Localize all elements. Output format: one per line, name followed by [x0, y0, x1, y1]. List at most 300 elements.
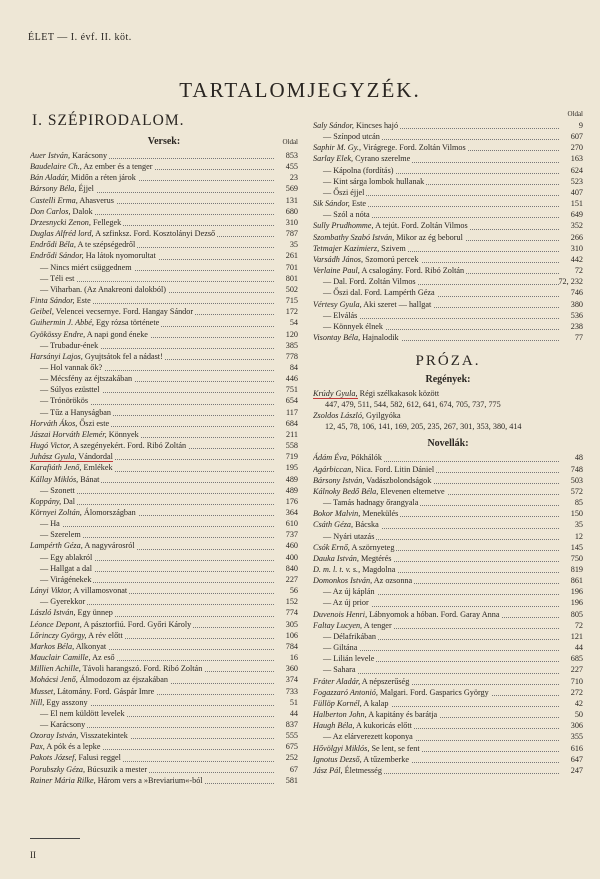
- entry-author: Baudelaire Ch.,: [30, 162, 82, 172]
- entry-title: Életmesség: [342, 765, 382, 775]
- entry-author: Musset,: [30, 686, 56, 696]
- entry-text: [313, 654, 376, 663]
- entry-text: [30, 207, 95, 216]
- entry-title: — Virágénekek: [40, 574, 92, 584]
- toc-entry: [30, 596, 298, 607]
- entry-page: 84: [289, 362, 298, 372]
- toc-entry: [313, 519, 583, 530]
- entry-author: Füllöp Kornél,: [313, 698, 362, 708]
- entry-title: Malgari. Ford. Gasparics György: [377, 687, 489, 697]
- entry-title: — Tamás hadnagy őrangyala: [323, 498, 419, 508]
- toc-entry: [313, 142, 583, 153]
- entry-title: Egy rózsa története: [93, 318, 160, 328]
- toc-entry: [30, 373, 298, 384]
- entry-title: Régi szélkakasok között: [357, 389, 440, 399]
- entry-text: [313, 766, 384, 775]
- entry-text: [313, 143, 468, 152]
- entry-text: [30, 776, 205, 785]
- oldal-label: Oldal: [282, 138, 298, 146]
- entry-text: [313, 565, 397, 574]
- entry-text: [313, 121, 400, 130]
- entry-title: Az ember és a tenger: [81, 162, 153, 172]
- entry-page: 272: [570, 687, 583, 697]
- toc-entry: [313, 497, 583, 508]
- entry-page: 364: [285, 508, 298, 517]
- entry-author: Porubszky Géza,: [30, 764, 86, 774]
- entry-page: 385: [285, 340, 298, 350]
- entry-page: 675: [285, 742, 298, 752]
- entry-text: [30, 586, 129, 595]
- toc-entry: [30, 440, 298, 451]
- list-item: [313, 388, 583, 399]
- entry-page: 647: [570, 754, 583, 764]
- entry-text: [313, 543, 396, 552]
- entry-text: [30, 698, 90, 707]
- toc-entry: [30, 552, 298, 563]
- toc-entry: [30, 686, 298, 697]
- entry-page: 360: [285, 664, 298, 674]
- entry-page: 150: [570, 509, 583, 519]
- entry-text: [30, 173, 138, 182]
- entry-author: Duvenois Henri,: [313, 609, 368, 619]
- entry-text: [313, 255, 421, 264]
- entry-title: — Nyári utazás: [323, 531, 375, 541]
- entry-author: Finta Sándor,: [30, 296, 75, 306]
- entry-page: 787: [285, 229, 298, 239]
- entry-text: [30, 251, 158, 260]
- entry-title: A pásztorfiú. Ford. Győri Károly: [81, 619, 192, 629]
- toc-entry: [313, 176, 583, 187]
- toc-entry: [30, 351, 298, 362]
- entry-page: 607: [570, 132, 583, 142]
- entry-title: Egy ünnep: [75, 608, 113, 618]
- entry-author: Markos Béla,: [30, 641, 75, 651]
- entry-title: Visszatekintek: [78, 731, 128, 741]
- entry-title: Gyilgyóka: [363, 411, 401, 421]
- entry-author: Millien Achille,: [30, 664, 81, 674]
- entry-page: 523: [570, 176, 583, 186]
- entry-author: Sik Sándor,: [313, 199, 350, 209]
- entry-author: Harsányi Lajos,: [30, 351, 83, 361]
- entry-title: — Őszi dal. Ford. Lampérth Géza: [323, 288, 435, 298]
- toc-entry: [30, 619, 298, 630]
- entry-author: Jászai Horváth Elemér,: [30, 429, 107, 439]
- entry-title: A kalap: [361, 698, 389, 708]
- entry-title: — Trubadur-ének: [40, 340, 99, 350]
- toc-entry: [30, 518, 298, 529]
- entry-page: 152: [285, 597, 298, 607]
- entry-author: Faltay Lucyen,: [313, 620, 363, 630]
- entry-text: [313, 520, 381, 529]
- toc-entry: [313, 299, 583, 310]
- entry-title: A tejút. Ford. Zoltán Vilmos: [373, 221, 468, 231]
- entry-text: [30, 263, 134, 272]
- entry-text: [313, 311, 359, 320]
- entry-title: — Mécsfény az éjtszakában: [40, 374, 133, 384]
- entry-author: Csók Ernő,: [313, 542, 350, 552]
- entry-page: 774: [285, 608, 298, 618]
- entry-author: Juhász Gyula,: [30, 452, 77, 462]
- entry-text: [313, 177, 426, 186]
- entry-title: — Dal. Ford. Zoltán Vilmos: [323, 277, 416, 287]
- entry-text: [313, 744, 422, 753]
- entry-page: 310: [285, 217, 298, 227]
- toc-entry: [30, 775, 298, 786]
- entry-page: 12: [574, 531, 583, 541]
- entry-text: [313, 755, 411, 764]
- running-header: ÉLET — I. évf. II. köt.: [28, 32, 132, 43]
- entry-author: Horváth Ákos,: [30, 418, 78, 428]
- entry-text: [30, 675, 170, 684]
- entry-title: Kincses hajó: [353, 121, 399, 130]
- entry-title: — Szól a nóta: [323, 210, 370, 220]
- entry-author: Zsoldos László,: [313, 411, 364, 421]
- entry-author: Mohácsi Jenő,: [30, 675, 78, 685]
- entry-page: 196: [570, 598, 583, 608]
- toc-entry: [313, 265, 583, 276]
- entry-page: 211: [286, 429, 298, 439]
- entry-text: [313, 721, 414, 730]
- entry-title: — Könnyek élnek: [323, 321, 384, 331]
- entry-text: [313, 532, 376, 541]
- toc-entry: [30, 708, 298, 719]
- entry-page: 442: [570, 254, 583, 264]
- entry-page: 502: [285, 284, 298, 294]
- toc-entry: [30, 273, 298, 284]
- entry-text: [30, 330, 150, 339]
- entry-title: Este: [74, 296, 91, 306]
- entry-text: [313, 333, 401, 342]
- entry-author: Bársony István,: [313, 475, 365, 485]
- entry-author: Ádám Éva,: [313, 453, 349, 463]
- entry-text: [30, 508, 138, 517]
- entry-page: 48: [574, 453, 583, 463]
- entry-title: Pókhálók: [348, 453, 382, 463]
- toc-entry: [313, 187, 583, 198]
- entry-title: Fellegek: [90, 217, 122, 227]
- entry-page: 54: [289, 318, 298, 328]
- section-title: I. SZÉPIRODALOM.: [32, 112, 185, 129]
- entry-page: 680: [285, 206, 298, 216]
- entry-text: [30, 363, 104, 372]
- toc-entry: [30, 641, 298, 652]
- entry-title: — Hallgat a dal: [40, 563, 93, 573]
- entry-text: [30, 664, 204, 673]
- entry-text: [30, 541, 137, 550]
- entry-author: László István,: [30, 608, 76, 618]
- toc-entry: [30, 150, 298, 161]
- entry-author: Hővölgyi Miklós,: [313, 743, 370, 753]
- regenyek-heading: Regények:: [425, 374, 471, 386]
- toc-entry: [30, 340, 298, 351]
- toc-entry: [30, 239, 298, 250]
- entry-page: 446: [285, 374, 298, 384]
- toc-entry: [313, 198, 583, 209]
- entry-title: A szfinksz. Ford. Kosztolányi Dezső: [93, 229, 216, 239]
- entry-text: [30, 608, 115, 617]
- entry-author: Lányi Viktor,: [30, 586, 72, 596]
- toc-entry: [30, 317, 298, 328]
- entry-author: Vértesy Gyula,: [313, 299, 362, 309]
- toc-entry: [313, 542, 583, 553]
- entry-author: Pax,: [30, 742, 45, 752]
- entry-text: [30, 274, 76, 283]
- entry-text: [313, 576, 414, 585]
- toc-entry: [30, 697, 298, 708]
- entry-page: 733: [285, 686, 298, 696]
- toc-entry: [30, 161, 298, 172]
- list-item: [313, 410, 583, 421]
- entry-author: Agárbiccan,: [313, 464, 354, 474]
- entry-page: 50: [574, 710, 583, 720]
- entry-page: 751: [285, 385, 298, 395]
- entry-author: Castelli Erma,: [30, 195, 78, 205]
- toc-entry: [30, 585, 298, 596]
- entry-author: Varsádh János,: [313, 254, 364, 264]
- entry-title: A csalogány. Ford. Ribó Zoltán: [359, 266, 465, 276]
- entry-text: [30, 396, 90, 405]
- entry-title: Dalok: [70, 206, 93, 216]
- entry-text: [313, 598, 371, 607]
- entry-page: 44: [289, 708, 298, 718]
- left-column: [30, 112, 298, 786]
- toc-entry: [30, 741, 298, 752]
- entry-text: [30, 218, 123, 227]
- page-number: II: [30, 850, 36, 860]
- toc-entry: [313, 575, 583, 586]
- entry-page: 44: [574, 643, 583, 653]
- toc-entry: [313, 486, 583, 497]
- toc-entry: [313, 131, 583, 142]
- entry-title: A szegényekért. Ford. Ribó Zoltán: [71, 441, 187, 451]
- entry-page: 654: [285, 396, 298, 406]
- entry-title: Látomány. Ford. Gáspár Imre: [55, 686, 155, 696]
- entry-text: [30, 151, 109, 160]
- entry-title: — Elválás: [323, 310, 358, 320]
- entry-page: 748: [570, 464, 583, 474]
- entry-page: 616: [570, 743, 583, 753]
- entry-text: [313, 699, 391, 708]
- entry-text: [313, 710, 439, 719]
- entry-text: [30, 475, 101, 484]
- entry-text: [30, 184, 96, 193]
- page-list: 12, 45, 78, 106, 141, 169, 205, 235, 267, 301, 353, 380, 414: [325, 422, 522, 432]
- entry-title: — Viharban. (Az Anakreoni dalokból): [40, 284, 167, 294]
- entry-page: 67: [289, 764, 298, 774]
- entry-text: [30, 240, 137, 249]
- toc-entry: [313, 452, 583, 463]
- entry-text: [30, 285, 168, 294]
- toc-entry: [313, 153, 583, 164]
- toc-entry: [313, 687, 583, 698]
- entry-page: 352: [570, 221, 583, 231]
- entry-text: [313, 688, 491, 697]
- entry-title: — Sahara: [323, 665, 356, 675]
- page-title: TARTALOMJEGYZÉK.: [179, 78, 421, 102]
- entry-page: 72: [574, 266, 583, 276]
- entry-text: [30, 341, 100, 350]
- entry-page: 778: [285, 351, 298, 361]
- entry-author: Kállay Miklós,: [30, 474, 79, 484]
- entry-title: Őszi este: [77, 418, 110, 428]
- entry-title: Gyujtsátok fel a nádast!: [82, 351, 163, 361]
- entry-text: [30, 731, 130, 740]
- entry-page: 247: [570, 765, 583, 775]
- entry-text: [313, 132, 382, 141]
- entry-author: Bársony Béla,: [30, 184, 77, 194]
- toc-entry: [30, 474, 298, 485]
- entry-text: [313, 621, 394, 630]
- entry-title: Az ozsonna: [372, 576, 413, 586]
- entry-page: 196: [570, 587, 583, 597]
- toc-entry: [30, 217, 298, 228]
- toc-entry: [30, 195, 298, 206]
- entry-page: 151: [570, 199, 583, 209]
- entry-author: Drzesnycki Zenon,: [30, 217, 91, 227]
- toc-entry: [313, 620, 583, 631]
- entry-title: — Az új prior: [323, 598, 369, 608]
- entry-page: 624: [570, 165, 583, 175]
- toc-entry: [313, 243, 583, 254]
- entry-page: 374: [285, 675, 298, 685]
- entry-text: [30, 463, 115, 472]
- entry-title: — Trónörökös: [40, 396, 89, 406]
- entry-page: 489: [285, 485, 298, 495]
- toc-entry: [30, 206, 298, 217]
- entry-text: [30, 519, 62, 528]
- entry-title: A kukoricás előtt: [354, 721, 412, 731]
- toc-entry: [313, 586, 583, 597]
- entry-page: 51: [289, 697, 298, 707]
- entry-text: [30, 196, 116, 205]
- entry-author: Környei Zoltán,: [30, 508, 82, 517]
- entry-text: [30, 653, 117, 662]
- entry-page: 120: [285, 329, 298, 339]
- entry-title: Hajnalodik: [360, 332, 399, 342]
- toc-entry: [30, 418, 298, 429]
- toc-entry: [313, 597, 583, 608]
- entry-page: 701: [285, 262, 298, 272]
- entry-page: 819: [570, 565, 583, 574]
- entry-title: Az eső: [90, 653, 115, 663]
- toc-entry: [313, 531, 583, 542]
- toc-entry: [30, 540, 298, 551]
- entry-text: [313, 498, 420, 507]
- entry-text: [313, 677, 411, 686]
- entry-text: [313, 465, 436, 474]
- entry-title: Emlékek: [81, 463, 113, 473]
- entry-title: Egy asszony: [44, 697, 88, 707]
- entry-text: [313, 632, 378, 641]
- toc-entry: [30, 764, 298, 775]
- entry-title: Este: [349, 199, 366, 209]
- entry-page: 455: [285, 162, 298, 172]
- entry-text: [313, 509, 400, 518]
- toc-entry: [313, 653, 583, 664]
- entry-page: 72, 232: [558, 277, 583, 287]
- entry-title: Vadászbolondságok: [364, 475, 432, 485]
- toc-entry: [313, 564, 583, 575]
- toc-entry: [313, 287, 583, 298]
- versek-list: [30, 150, 298, 786]
- toc-entry: [313, 332, 583, 343]
- toc-entry: [30, 183, 298, 194]
- entry-author: Saly Sándor,: [313, 121, 354, 130]
- entry-author: Visontay Béla,: [313, 332, 361, 342]
- entry-author: Gyökössy Endre,: [30, 329, 86, 339]
- entry-text: [30, 419, 111, 428]
- entry-title: A napi gond éneke: [85, 329, 148, 339]
- entry-author: Mauclair Camille,: [30, 653, 91, 663]
- entry-text: [30, 385, 102, 394]
- entry-author: Geibel,: [30, 307, 54, 317]
- versek-heading: [30, 136, 298, 147]
- entry-page: 805: [570, 609, 583, 619]
- entry-author: Auer István,: [30, 151, 71, 160]
- toc-entry: [30, 262, 298, 273]
- entry-text: [313, 554, 393, 563]
- entry-page: 685: [570, 654, 583, 664]
- entry-author: Pakots József,: [30, 753, 77, 763]
- toc-entry: [30, 250, 298, 261]
- entry-author: Hugó Victor,: [30, 441, 72, 451]
- toc-entry: [313, 754, 583, 765]
- footer-rule: [30, 838, 80, 839]
- toc-entry: [313, 475, 583, 486]
- entry-page: 355: [570, 732, 583, 742]
- entry-author: Bokor Malvin,: [313, 509, 361, 519]
- entry-page: 306: [570, 721, 583, 731]
- entry-author: Endrődi Sándor,: [30, 251, 84, 261]
- entry-page: 106: [285, 630, 298, 640]
- entry-title: A pók és a lepke: [44, 742, 101, 752]
- prose-title: PRÓZA.: [415, 353, 481, 370]
- toc-entry: [313, 321, 583, 332]
- entry-page: 853: [285, 151, 298, 160]
- entry-author: Kálnoky Bedő Béla,: [313, 486, 379, 496]
- entry-text: [30, 530, 83, 539]
- entry-title: A tűzemberke: [361, 754, 409, 764]
- entry-text: [313, 166, 395, 175]
- entry-title: — Giltána: [323, 643, 358, 653]
- entry-text: [313, 244, 408, 253]
- entry-title: Mikor az ég beborul: [394, 232, 463, 242]
- entry-text: [313, 221, 470, 230]
- entry-text: [30, 564, 94, 573]
- entry-text: [313, 300, 433, 309]
- page-list: 447, 479, 511, 544, 582, 612, 641, 674, 705, 737, 775: [325, 400, 501, 410]
- entry-text: [30, 352, 165, 361]
- entry-page: 380: [570, 299, 583, 309]
- entry-author: Dauka István,: [313, 553, 359, 563]
- entry-text: [313, 610, 501, 619]
- toc-entry: [30, 306, 298, 317]
- entry-text: [30, 441, 188, 450]
- toc-entry: [30, 362, 298, 373]
- entry-page: 9: [578, 121, 583, 130]
- toc-entry: [313, 254, 583, 265]
- entry-page: 77: [574, 332, 583, 342]
- entry-author: Jász Pál,: [313, 765, 343, 775]
- toc-entry: [30, 663, 298, 674]
- entry-text: [313, 587, 377, 596]
- entry-page: 117: [286, 407, 298, 417]
- entry-page: 801: [285, 273, 298, 283]
- entry-title: — Szerelem: [40, 530, 81, 540]
- entry-author: Sarlay Elek,: [313, 154, 354, 164]
- toc-entry: [30, 295, 298, 306]
- entry-text: [30, 753, 123, 762]
